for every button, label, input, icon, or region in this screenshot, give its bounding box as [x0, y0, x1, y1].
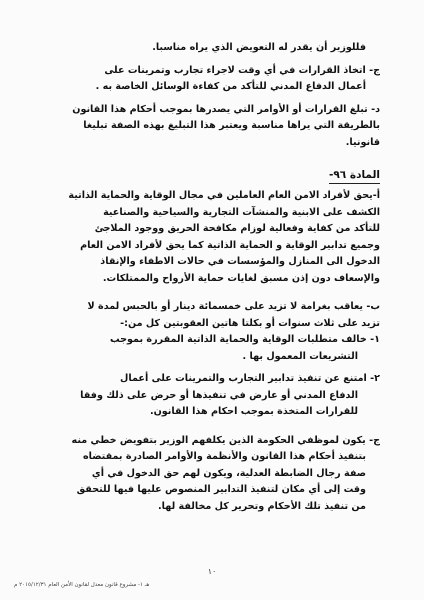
text-line: بتنفيذ أحكام هذا القانون والأنظمة والأوامر الصادرة بمقتضاه [82, 451, 366, 462]
article-heading: المادة ٩٦- [329, 167, 380, 184]
text-line: التشريعات المعمول بها . [242, 350, 358, 362]
text-line: أ-يحق لأفراد الامن العام العاملين في مجال الوقاية والحماية الذاتية [68, 190, 380, 201]
text-line: من تنفيذ تلك الأحكام وتحرير كل مخالفة لها. [158, 500, 366, 512]
text-line: والإسعاف دون إذن مسبق لغايات حماية الأرواح والممتلكات. [102, 272, 380, 284]
text-line: للقرارات المتخذة بموجب احكام هذا القانون. [149, 406, 358, 417]
clause-b1-violation [48, 332, 380, 365]
text-line: صفة رجال الضابطة العدلية، ويكون لهم حق الدخول في أي [91, 467, 366, 479]
text-line: ج- اتخاذ القرارات في أي وقت لاجراء تجارب وتمرينات على [104, 64, 380, 76]
text-line: د- تبلغ القرارات أو الأوامر التي يصدرها بموجب أحكام هذا القانون [72, 103, 380, 115]
clause-d-notification [48, 102, 380, 152]
clause-b-penalty [48, 299, 380, 332]
text-line: الدفاع المدني أو عارض في تنفيذها أو حرض على ذلك وفقا [80, 389, 358, 401]
text-line: للتأكد من كفاية وفعالية لوزام مكافحة الحريق ووجود الملاجئ [94, 223, 380, 234]
text-line: الكشف على الابنية والمنشآت التجارية والسياحية والصناعية [103, 206, 380, 218]
text-line: فللوزير أن يقدر له التعويض الذي يراه مناسبا. [152, 42, 366, 53]
text-line: بالطريقة التي يراها مناسبة ويعتبر هذا التبليغ بهذه الصفة تبليغا [83, 120, 380, 131]
text-line: ٢- امتنع عن تنفيذ تدابير التجارب والتمرينات على أعمال [120, 373, 380, 384]
text-line: وجميع تدابير الوقاية و الحماية الذاتية كما يحق لأفراد الامن العام [80, 239, 380, 251]
clause-c-officers [48, 433, 380, 516]
text-line: أعمال الدفاع المدني للتأكد من كفاءة الوسائل الخاصة به . [95, 81, 366, 92]
clause-b2-refusal [48, 371, 380, 421]
clause-c-experiments [48, 63, 380, 96]
text-line: الدخول الى المنازل والمؤسسات في حالات الاطفاء والإنقاذ [100, 256, 380, 267]
footer-note: هـ ١- مشروع قانون معدل لقانون الأمن العام ٢٠١٥/١٢/٣١ م [14, 582, 150, 588]
text-line: وقت إلى أي مكان لتنفيذ التدابير المنصوص عليها فيها للتحقق [76, 484, 366, 495]
text-line: ج- يكون لموظفي الحكومة الذين يكلفهم الوزير بتفويض خطي منه [71, 434, 380, 446]
text-line: تزيد على ثلاث سنوات أو بكلتا هاتين العقوبتين كل من:- [120, 317, 380, 329]
text-line: ب- يعاقب بغرامة لا تزيد على خمسمائة دينار أو بالحبس لمدة لا [87, 301, 380, 312]
intro-compensation-text [48, 40, 380, 57]
text-line: قانونيا. [345, 136, 380, 148]
page-number: ١٠ [207, 567, 217, 576]
text-line: ١- خالف متطلبات الوقاية والحماية الذاتية المقررة بموجب [109, 334, 380, 345]
clause-a-inspection [48, 188, 380, 287]
